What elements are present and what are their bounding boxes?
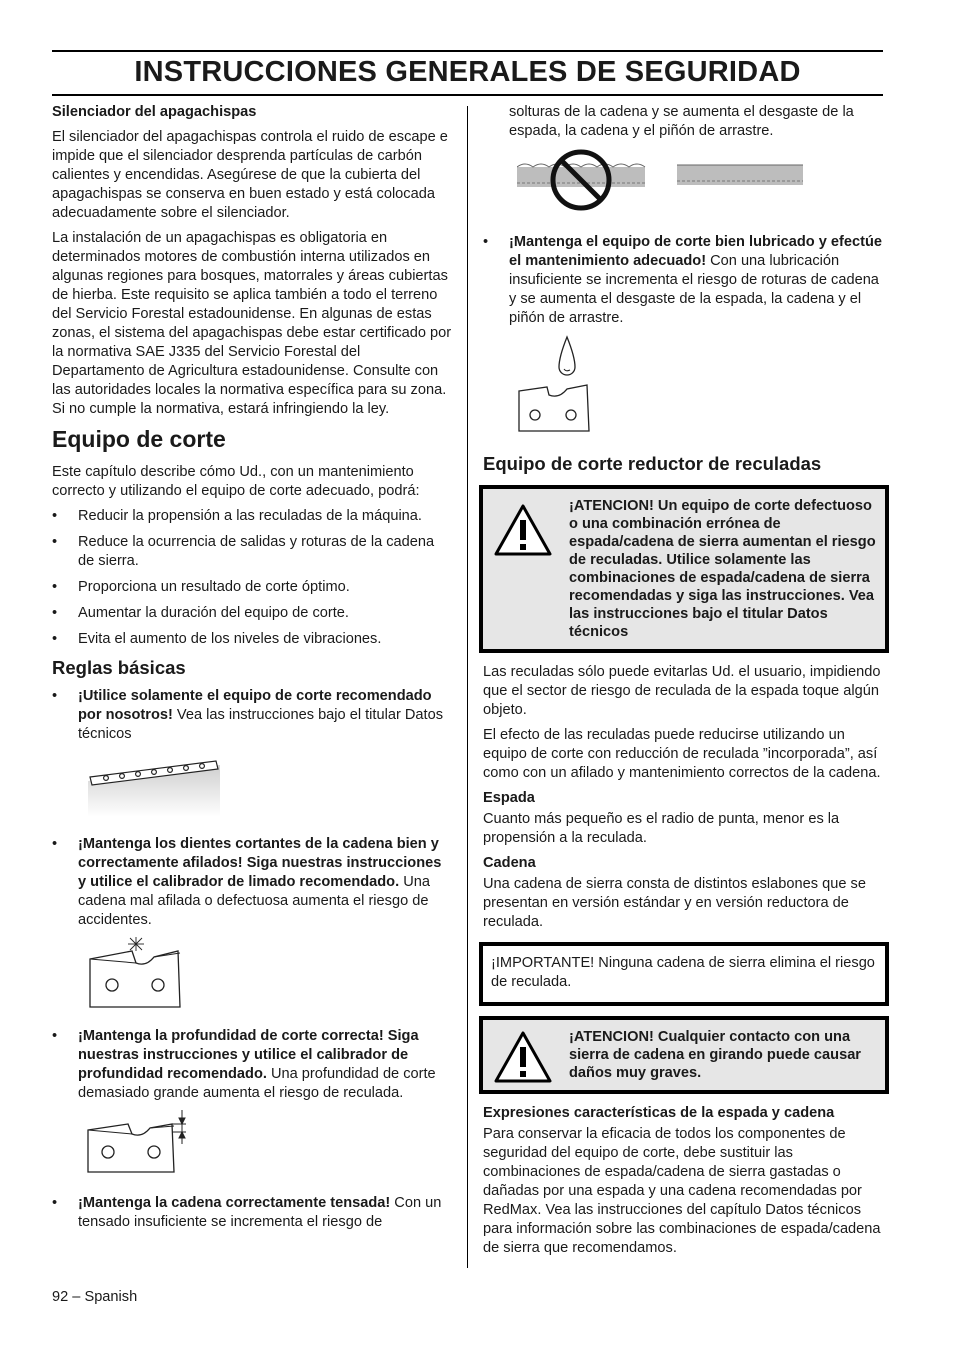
page-number: 92 – Spanish — [52, 1289, 138, 1305]
spark-arrester-heading: Silenciador del apagachispas — [52, 104, 257, 120]
paragraph: Para conservar la eficacia de todos los componentes de seguridad del equipo de corte, debe sustituir las combinaciones de espada/cadena de sierra gastadas o dañadas por una espada y una cadena recomendadas por RedMax. Vea las instrucciones del capítulo Datos técnicos para información sobre las combinaciones de espada/cadena de sierra que recomendamos. — [483, 1126, 881, 1256]
header-rule-bottom — [52, 94, 883, 96]
depth-gauge-illustration — [86, 1110, 452, 1182]
subsection-heading: Reglas básicas — [52, 657, 186, 678]
section-heading: Equipo de corte — [52, 426, 226, 452]
chain-tension-illustration — [517, 149, 883, 221]
warning-box: ¡ATENCION! Cualquier contacto con una sierra de cadena en girando puede causar daños muy graves. — [479, 1016, 889, 1094]
left-column — [52, 103, 452, 1239]
rule-item: • ¡Mantenga la profundidad de corte correcta! Siga nuestras instrucciones y utilice el calibrador de profundidad recomendado. Una profundidad de corte demasiado grande aumenta el riesgo de reculada. — [52, 1028, 436, 1101]
characteristics-heading: Expresiones características de la espada y cadena — [483, 1105, 835, 1121]
list-item: • Evita el aumento de los niveles de vibraciones. — [52, 631, 382, 647]
rule-item: • ¡Mantenga la cadena correctamente tensada! Con un tensado insuficiente se incrementa el riesgo de — [52, 1195, 442, 1230]
paragraph: Cuanto más pequeño es el radio de punta, menor es la propensión a la reculada. — [483, 811, 840, 846]
paragraph: El silenciador del apagachispas controla el ruido de escape e impide que el silenciador desprenda partículas de carbón calientes y encendidas. Asegúrese de que la cubierta del apagachispas se conserva en buen estado y está colocada adecuadamente sobre el silenciador. — [52, 129, 448, 221]
paragraph: Este capítulo describe cómo Ud., con un mantenimiento correcto y utilizando el equipo de corte adecuado, podrá: — [52, 464, 420, 499]
header-rule-top — [52, 50, 883, 52]
paragraph: Las reculadas sólo puede evitarlas Ud. el usuario, impidiendo que el sector de riesgo de reculada de la espada toque algún objeto. — [483, 664, 881, 718]
column-divider — [467, 106, 468, 1268]
paragraph: El efecto de las reculadas puede reducirse utilizando un equipo de corte con reducción de reculada ”incorporada”, así como con un afilado y mantenimiento correctos de la cadena. — [483, 727, 881, 781]
bar-heading: Espada — [483, 790, 535, 806]
list-item: • Proporciona un resultado de corte óptimo. — [52, 579, 350, 595]
page-title: INSTRUCCIONES GENERALES DE SEGURIDAD — [134, 56, 801, 88]
rule-item: • ¡Mantenga los dientes cortantes de la cadena bien y correctamente afilados! Siga nuestras instrucciones y utilice el calibrador de limado recomendado. Una cadena mal afilada o defectuosa aumenta el riesgo de accidentes. — [52, 836, 442, 928]
warning-box: ¡ATENCION! Un equipo de corte defectuoso o una combinación errónea de espada/cadena de sierra aumentan el riesgo de reculadas. Utilice solamente las combinaciones de espada/cadena de sierra recomendadas y siga las instrucciones. Vea las instrucciones bajo el titular Datos técnicos — [479, 485, 889, 653]
rule-item: • ¡Utilice solamente el equipo de corte recomendado por nosotros! Vea las instrucciones bajo el titular Datos técnicos — [52, 688, 443, 742]
list-item: • Aumentar la duración del equipo de corte. — [52, 605, 349, 621]
sharp-cutter-illustration — [86, 937, 452, 1015]
warning-triangle-icon — [493, 503, 553, 563]
subsection-heading: Equipo de corte reductor de reculadas — [483, 453, 822, 474]
list-item: • Reducir la propensión a las reculadas de la máquina. — [52, 508, 422, 524]
right-column — [483, 103, 883, 1264]
warning-triangle-icon — [493, 1030, 553, 1090]
paragraph-continued: solturas de la cadena y se aumenta el desgaste de la espada, la cadena y el piñón de arrastre. — [509, 104, 854, 139]
rule-item: • ¡Mantenga el equipo de corte bien lubricado y efectúe el mantenimiento adecuado! Con una lubricación insuficiente se incrementa el riesgo de roturas de cadena y se aumenta el desgaste de la espada, la cadena y el piñón de arrastre. — [483, 234, 883, 326]
important-box: ¡IMPORTANTE! Ninguna cadena de sierra elimina el riesgo de reculada. — [479, 942, 889, 1006]
paragraph: La instalación de un apagachispas es obligatoria en determinados motores de combustión interna utilizados en algunas regiones para bosques, matorrales y áreas cubiertas de hierba. Este requisito se aplica también a todo el terreno del Servicio Forestal estadounidense. En algunas de estas zonas, el sistema del apagachispas debe estar certificado por la normativa SAE J335 del Servicio Forestal del Departamento de Agricultura estadounidense. Consulte con las autoridades locales la normativa específica para su zona. Si no cumple la normativa, estará infringiendo la ley. — [52, 230, 452, 417]
paragraph: Una cadena de sierra consta de distintos eslabones que se presentan en versión estándar y en versión reductora de reculada. — [483, 876, 866, 930]
chain-heading: Cadena — [483, 855, 536, 871]
bar-and-chain-illustration — [86, 751, 452, 823]
lubrication-illustration — [517, 335, 883, 441]
list-item: • Reduce la ocurrencia de salidas y roturas de la cadena de sierra. — [52, 534, 435, 569]
